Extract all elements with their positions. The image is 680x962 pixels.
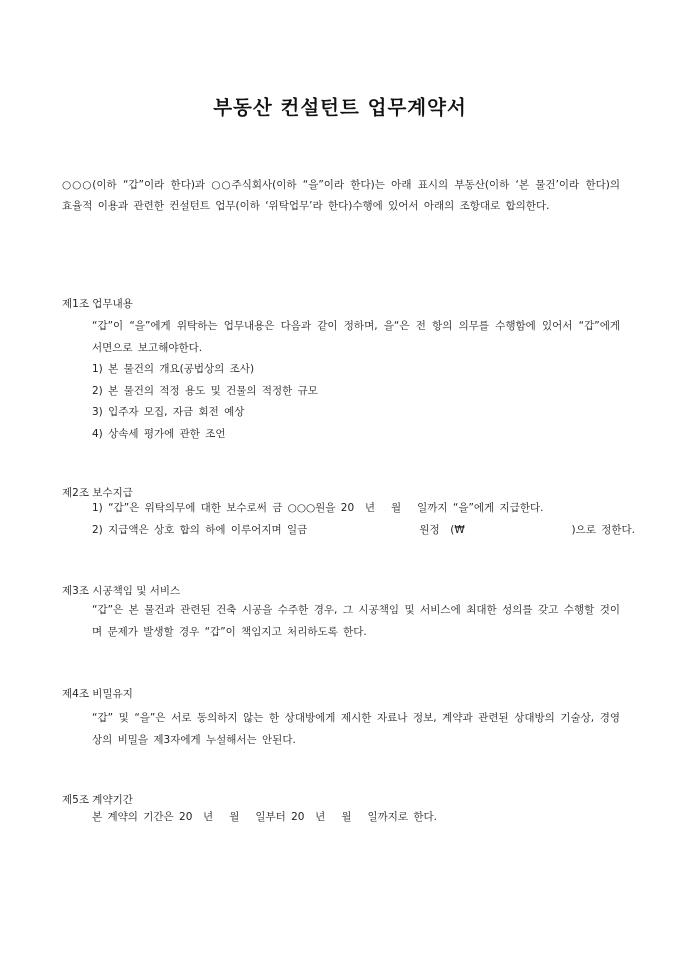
article-1-paragraph: “갑”이 “을”에게 위탁하는 업무내용은 다음과 같이 정하며, 을“은 전 항의 의무를 수행함에 있어서 “갑”에게 서면으로 보고해야한다. xyxy=(92,320,620,354)
article-4-paragraph: “갑” 및 “을”은 서로 동의하지 않는 한 상대방에게 제시한 자료나 정보, 계약과 관련된 상대방의 기술상, 경영상의 비밀을 제3자에게 누설해서는 안된다. xyxy=(92,712,620,746)
article-5-heading: 제5조 계약기간 xyxy=(62,794,133,806)
article-5-paragraph: 본 계약의 기간은 20 년 월 일부터 20 년 월 일까지로 한다. xyxy=(92,811,438,823)
article-5-body xyxy=(92,807,620,829)
article-3-paragraph: “갑”은 본 물건과 관련된 건축 시공을 수주한 경우, 그 시공책임 및 서비스에 최대한 성의를 갖고 수행할 것이며 문제가 발생할 경우 “갑”이 책임지고 처리하도록 한다. xyxy=(92,604,620,638)
article-2-body xyxy=(92,498,636,541)
article-1-item-1: 1) 본 물건의 개요(공법상의 조사) xyxy=(92,363,255,375)
article-1-item-3: 3) 입주자 모집, 자금 회전 예상 xyxy=(92,406,245,418)
article-1-body xyxy=(92,316,620,445)
article-1-item-2: 2) 본 물건의 적정 용도 및 건물의 적정한 규모 xyxy=(92,384,318,397)
article-1-item-4: 4) 상속세 평가에 관한 조언 xyxy=(92,427,226,440)
document-title: 부동산 컨설턴트 업무계약서 xyxy=(213,96,467,119)
article-3-heading: 제3조 시공책임 및 서비스 xyxy=(62,585,181,597)
article-1-heading: 제1조 업무내용 xyxy=(62,298,133,310)
article-4-heading: 제4조 비밀유지 xyxy=(62,688,133,700)
article-2-heading: 제2조 보수지급 xyxy=(62,487,133,499)
intro-paragraph: ○○○(이하 “갑”이라 한다)과 ○○주식회사(이하 “을”이라 한다)는 아래 표시의 부동산(이하 ‘본 물건’이라 한다)의 효율적 이용과 관련한 컨설턴트 업무(이하 ‘위탁업무’라 한다)수행에 있어서 아래의 조항대로 합의한다. xyxy=(62,179,620,212)
article-2-item-1: 1) “갑”은 위탁의무에 대한 보수로써 금 ○○○원을 20 년 월 일까지 “을”에게 지급한다. xyxy=(92,502,544,514)
article-2-item-2: 2) 지급액은 상호 합의 하에 이루어지며 일금 원정 (₩ )으로 정한다. xyxy=(92,523,636,536)
